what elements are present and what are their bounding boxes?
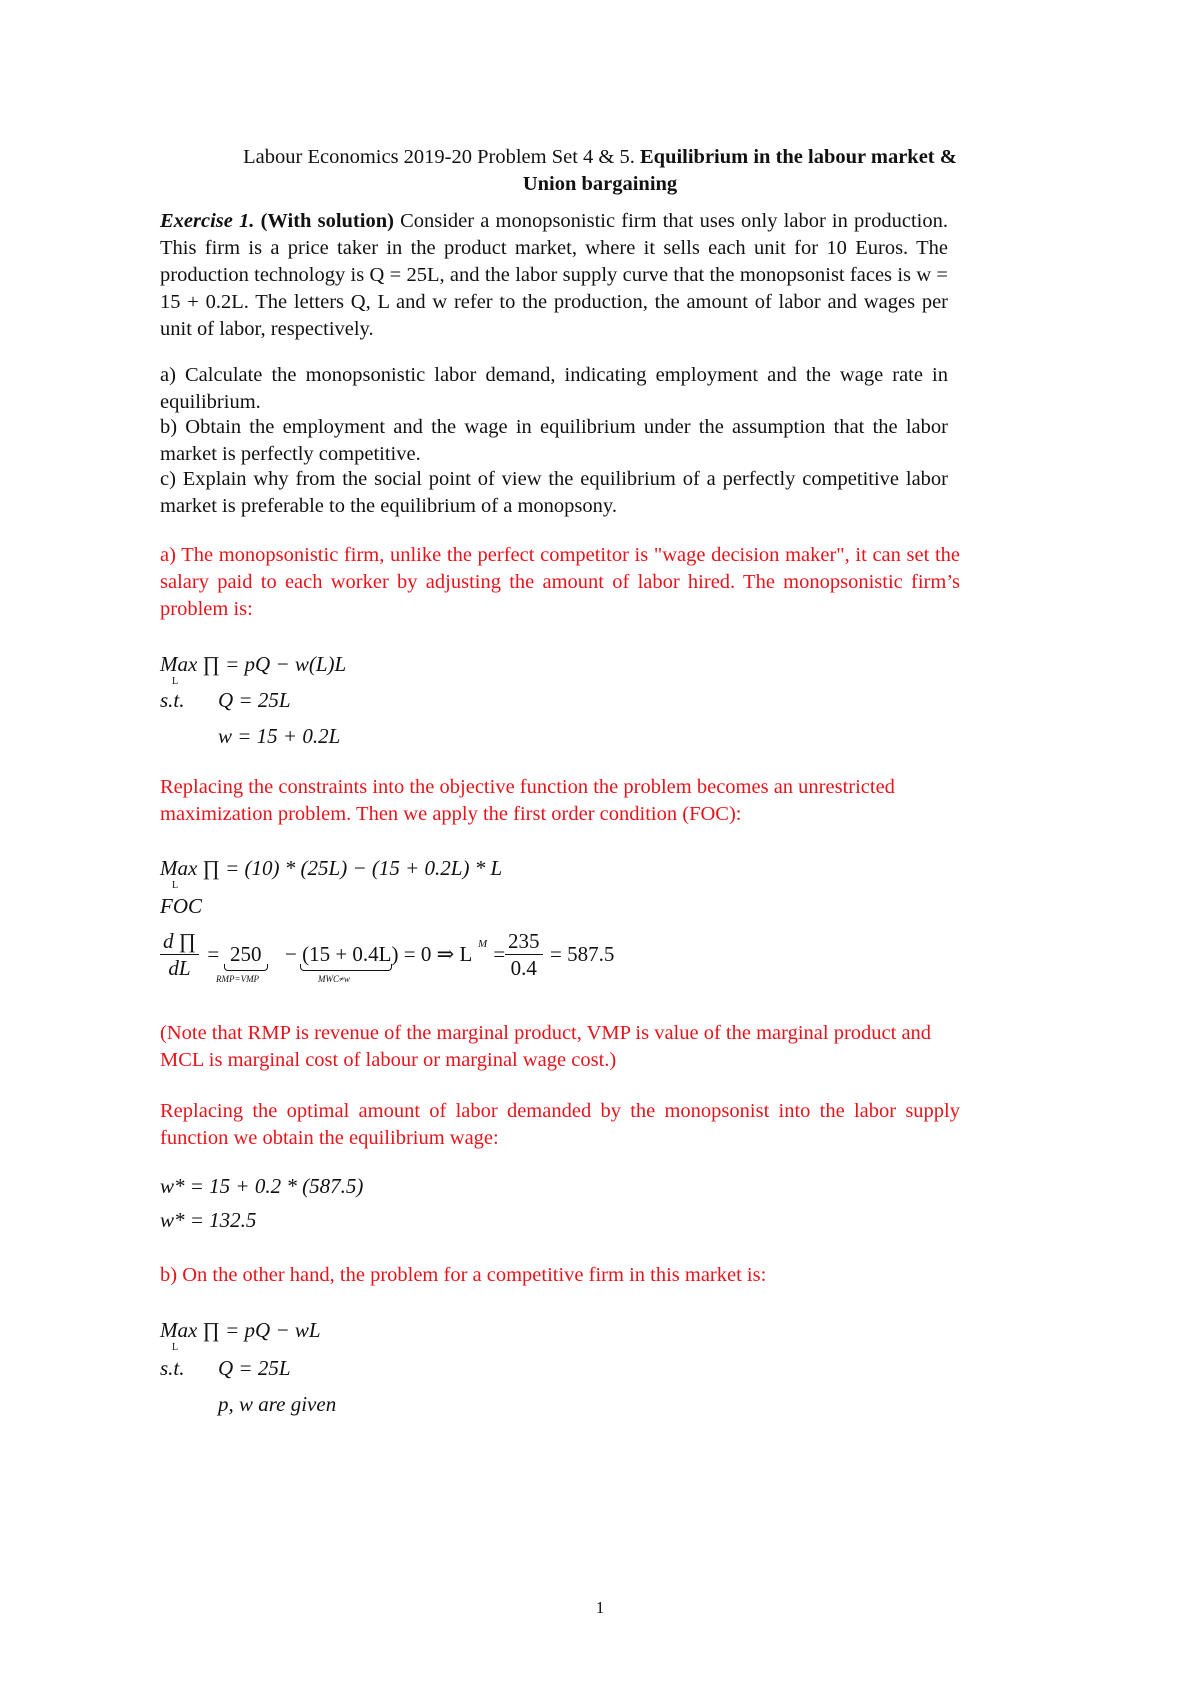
objective-1: ∏ = pQ − w(L)L [202,652,347,676]
note-text: (Note that RMP is revenue of the marginal product, VMP is value of the marginal product and MCL is marginal cost of labour or marginal wage cost.) [160,1022,932,1071]
max-label-3: Max [160,1318,198,1342]
mwc-brace-label: MWC≠w [318,974,350,984]
max-subscript-2: L [172,880,179,891]
equals-sign-1: = [206,942,221,966]
exercise-statement [160,208,948,343]
lm-superscript: M [478,938,488,950]
with-solution-label: (With solution) [260,210,394,232]
mwc-expression: − (15 + 0.4L) = 0 ⇒ L [285,942,473,966]
question-b: b) Obtain the employment and the wage in equilibrium under the assumption that the labor market is perfectly competitive. [160,416,948,465]
exercise-text: Consider a monopsonistic firm that uses only labor in production. This firm is a price taker in the product market, where it sells each unit for 10 Euros. The production technology is Q = 25L, and the labor supply curve that the monopsonist faces is w = 15 + 0.2L. The letters Q, L and w refer to the production, the amount of labor and wages per unit of labor, respectively. [160,210,948,340]
derivative-fraction [160,928,199,981]
max-label-2: Max [160,856,198,880]
title-bold-line2: Union bargaining [522,173,678,195]
mwc-brace [300,964,392,971]
rmp-brace-label: RMP=VMP [216,974,260,984]
solution-a-intro: a) The monopsonistic firm, unlike the perfect competitor is "wage decision maker", it can set the salary paid to each worker by adjusting the amount of labor hired. The monopsonistic firm’s problem is: [160,544,960,620]
solution-b-intro: b) On the other hand, the problem for a competitive firm in this market is: [160,1264,767,1286]
derivative-denominator: dL [168,956,191,980]
lm-numerator: 235 [505,928,543,955]
title-bold-line1: Equilibrium in the labour market & [640,146,957,168]
max-objective-2 [160,856,503,891]
exercise-label: Exercise 1. [160,210,255,232]
foc-label: FOC [160,894,202,918]
wage-equation-2: w* = 132.5 [160,1208,257,1232]
lm-result: = 587.5 [550,942,615,966]
st-label-1: s.t. [160,688,185,712]
constraint-given: p, w are given [218,1392,337,1416]
document-title [170,144,1030,198]
max-subscript-3: L [172,1342,179,1353]
rmp-value: 250 [230,942,262,966]
question-c: c) Explain why from the social point of view the equilibrium of a perfectly competitive labor market is preferable to the equilibrium of a monopsony. [160,468,948,517]
replace-constraints-text: Replacing the constraints into the objective function the problem becomes an unrestricted maximization problem. Then we apply the first order condition (FOC): [160,776,895,825]
objective-2: ∏ = (10) * (25L) − (15 + 0.2L) * L [202,856,503,880]
equals-sign-2: = [492,942,507,966]
foc-equation [160,928,660,992]
constraint-w-1: w = 15 + 0.2L [218,724,341,748]
constraint-q-1: Q = 25L [218,688,291,712]
lm-denominator: 0.4 [510,956,537,980]
supply-function-text: Replacing the optimal amount of labor demanded by the monopsonist into the labor supply function we obtain the equilibrium wage: [160,1100,960,1149]
max-objective-3 [160,1318,321,1353]
st-label-2: s.t. [160,1356,185,1380]
max-subscript-1: L [172,676,179,687]
constraint-q-2: Q = 25L [218,1356,291,1380]
objective-3: ∏ = pQ − wL [202,1318,321,1342]
wage-equation-1: w* = 15 + 0.2 * (587.5) [160,1174,364,1198]
question-a: a) Calculate the monopsonistic labor demand, indicating employment and the wage rate in equilibrium. [160,364,948,413]
title-plain: Labour Economics 2019-20 Problem Set 4 & 5. [243,146,640,168]
derivative-numerator: d ∏ [160,928,199,955]
rmp-brace [224,964,268,971]
max-label-1: Max [160,652,198,676]
max-objective-1 [160,652,347,687]
page-number: 1 [595,1598,605,1617]
lm-fraction [505,928,543,981]
